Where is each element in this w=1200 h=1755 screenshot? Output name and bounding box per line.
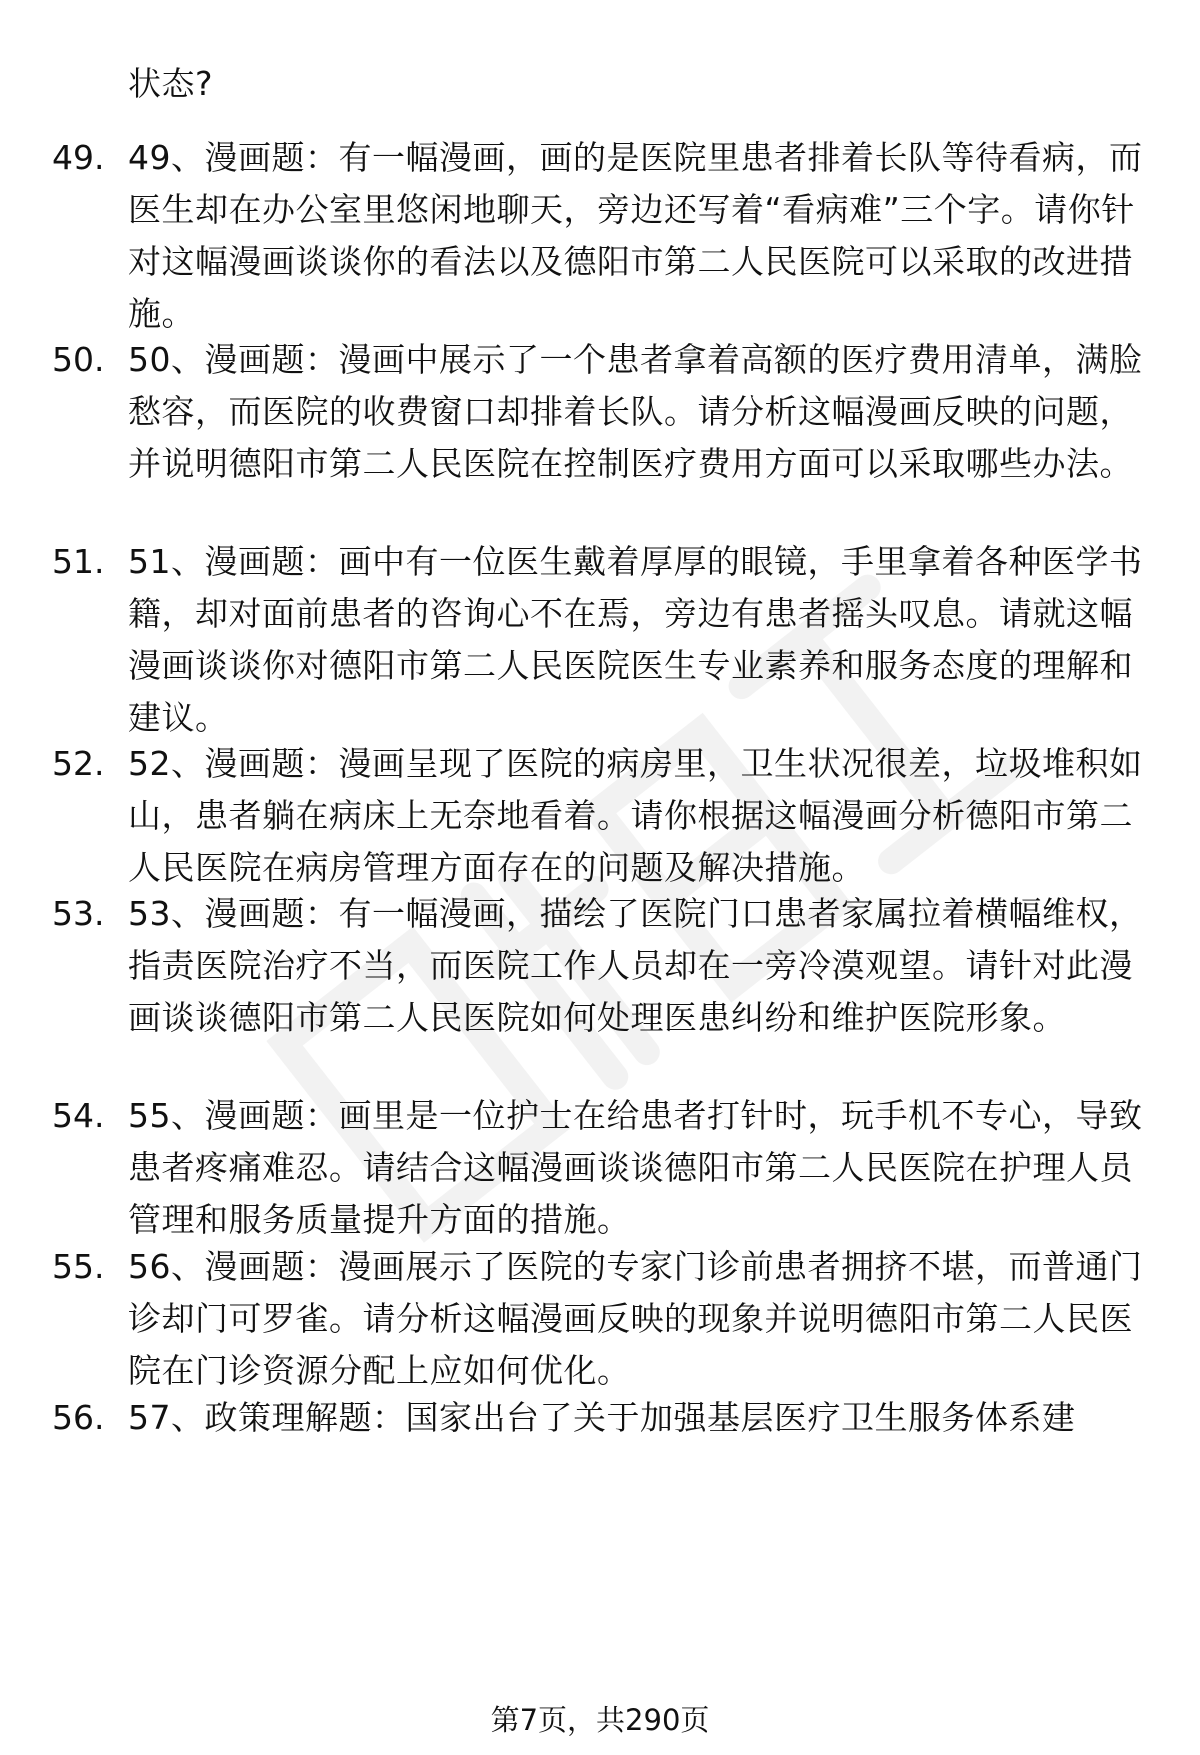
item-number: 50. [52,340,105,379]
item-text: 55、漫画题：画里是一位护士在给患者打针时，玩手机不专心，导致患者疼痛难忍。请结合这幅漫画谈谈德阳市第二人民医院在护理人员管理和服务质量提升方面的措施。 [128,1096,1143,1239]
item-number: 56. [52,1398,105,1437]
item-number: 51. [52,542,105,581]
continued-text: 状态? [128,64,214,103]
item-text: 51、漫画题：画中有一位医生戴着厚厚的眼镜，手里拿着各种医学书籍，却对面前患者的咨询心不在焉，旁边有患者摇头叹息。请就这幅漫画谈谈你对德阳市第二人民医院医生专业素养和服务态度的理解和建议。 [128,542,1143,737]
item-number: 52. [52,744,105,783]
item-text: 53、漫画题：有一幅漫画，描绘了医院门口患者家属拉着横幅维权，指责医院治疗不当，而医院工作人员却在一旁冷漠观望。请针对此漫画谈谈德阳市第二人民医院如何处理医患纠纷和维护医院形象。 [128,894,1143,1037]
item-text: 52、漫画题：漫画呈现了医院的病房里，卫生状况很差，垃圾堆积如山，患者躺在病床上无奈地看着。请你根据这幅漫画分析德阳市第二人民医院在病房管理方面存在的问题及解决措施。 [128,744,1143,887]
page-footer: 第7页，共290页 [490,1703,710,1737]
item-text: 57、政策理解题：国家出台了关于加强基层医疗卫生服务体系建 [128,1398,1076,1437]
item-number: 49. [52,138,105,177]
item-text: 56、漫画题：漫画展示了医院的专家门诊前患者拥挤不堪，而普通门诊却门可罗雀。请分析这幅漫画反映的现象并说明德阳市第二人民医院在门诊资源分配上应如何优化。 [128,1247,1143,1390]
item-number: 53. [52,894,105,933]
item-text: 49、漫画题：有一幅漫画，画的是医院里患者排着长队等待看病，而医生却在办公室里悠闲地聊天，旁边还写着“看病难”三个字。请你针对这幅漫画谈谈你的看法以及德阳市第二人民医院可以采取的改进措施。 [128,138,1143,333]
item-number: 55. [52,1247,105,1286]
item-number: 54. [52,1096,105,1135]
item-text: 50、漫画题：漫画中展示了一个患者拿着高额的医疗费用清单，满脸愁容，而医院的收费窗口却排着长队。请分析这幅漫画反映的问题，并说明德阳市第二人民医院在控制医疗费用方面可以采取哪些办法。 [128,340,1143,483]
